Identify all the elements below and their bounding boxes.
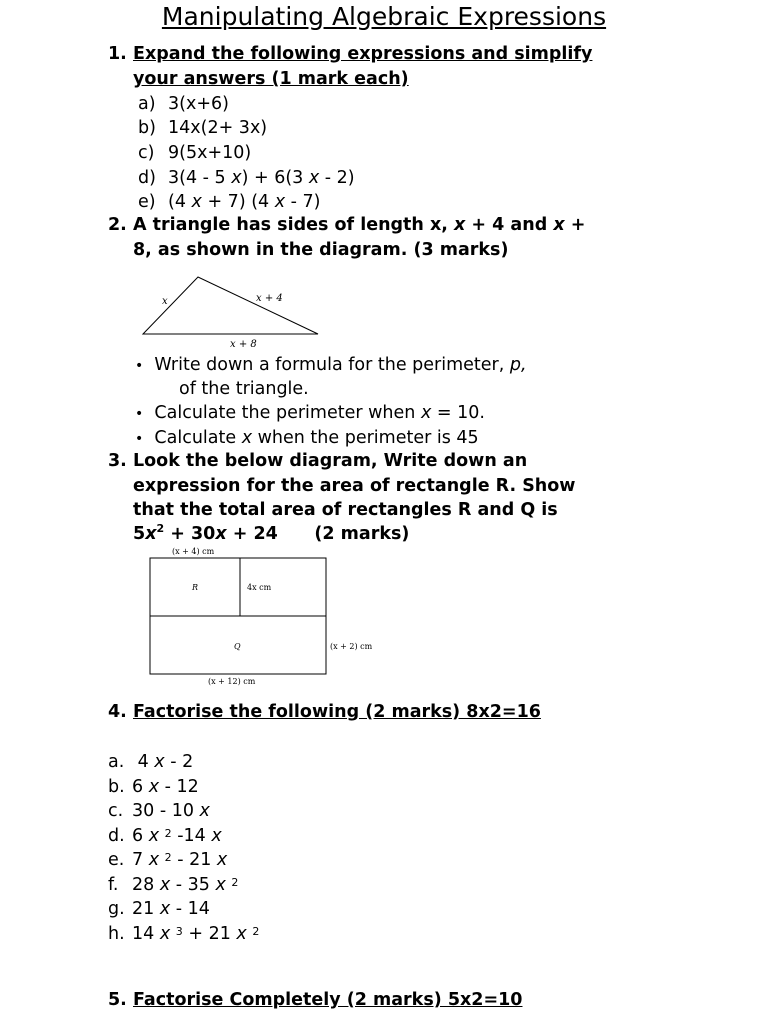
q1-item-text: 3(4 - 5 x) + 6(3 x - 2) — [168, 168, 355, 188]
triangle-side-x-plus-4: x + 4 — [256, 293, 283, 304]
rectangles-diagram — [140, 544, 390, 690]
q5-heading: Factorise Completely (2 marks) 5x2=10 — [133, 990, 523, 1010]
q1-item-label: a) — [138, 94, 156, 114]
q2-bullet-2: • Calculate the perimeter when x = 10. — [135, 403, 485, 423]
q4-item-e: e. 7 x $^2$ - 21 x — [108, 848, 227, 873]
triangle-shape — [143, 277, 318, 334]
q4-item-label: e. — [108, 850, 125, 870]
q1-heading-line2: your answers (1 mark each) — [133, 69, 409, 89]
q3-line1: Look the below diagram, Write down an — [133, 451, 528, 471]
q3-line3: that the total area of rectangles R and Q is — [133, 500, 558, 520]
label-rect-q: Q — [234, 642, 241, 651]
bullet-icon: • — [135, 406, 144, 422]
q1-item-text: 9(5x+10) — [168, 143, 252, 163]
q3-line2: expression for the area of rectangle R. Show — [133, 476, 576, 496]
q4-item-c: c. 30 - 10 x — [108, 799, 210, 824]
q5-number: 5. — [108, 990, 127, 1010]
q1-item-label: c) — [138, 143, 155, 163]
q3-line4: $5x^2 + 30x + 24$ (2 marks) — [133, 522, 410, 544]
q2-line1: A triangle has sides of length x, x + 4 and x + — [133, 215, 586, 235]
q1-heading-line1: Expand the following expressions and simplify — [133, 44, 593, 64]
page-title: Manipulating Algebraic Expressions — [161, 2, 607, 31]
q4-item-label: d. — [108, 826, 125, 846]
q4-item-d: d. 6 x $^2$ -14 x — [108, 824, 222, 849]
q4-item-b: b. 6 x - 12 — [108, 775, 199, 800]
q4-item-label: b. — [108, 777, 125, 797]
q4-item-label: f. — [108, 875, 119, 895]
q4-number: 4. — [108, 702, 127, 722]
label-x-plus-2: (x + 2) cm — [330, 642, 373, 651]
q1-item-a — [138, 92, 229, 117]
label-bottom: (x + 12) cm — [208, 677, 256, 686]
q4-item-label: g. — [108, 899, 125, 919]
q1-item-c — [138, 141, 251, 166]
q4-item-label: c. — [108, 801, 124, 821]
q1-item-d — [138, 166, 355, 191]
label-4x-cm: 4x cm — [247, 583, 272, 592]
q1-item-text: 14x(2+ 3x) — [168, 118, 268, 138]
bullet-icon: • — [135, 358, 144, 374]
q3-number: 3. — [108, 451, 127, 471]
label-top: (x + 4) cm — [172, 547, 215, 556]
bullet-icon: • — [135, 431, 144, 447]
q1-item-label: d) — [138, 168, 156, 188]
q1-number: 1. — [108, 44, 127, 64]
q4-item-g: g. 21 x - 14 — [108, 897, 210, 922]
q4-heading: Factorise the following (2 marks) 8x2=16 — [133, 702, 541, 722]
label-rect-r: R — [192, 583, 199, 592]
q4-item-a: a. 4 x - 2 — [108, 750, 193, 775]
q1-item-label: b) — [138, 118, 156, 138]
q4-item-f: f. 28 x - 35 x $^2$ — [108, 873, 238, 898]
q2-line2: 8, as shown in the diagram. (3 marks) — [133, 240, 509, 260]
q4-item-h: h. 14 x $^3$ + 21 x $^2$ — [108, 922, 259, 947]
q4-item-label: a. — [108, 752, 125, 772]
q1-item-b — [138, 116, 267, 141]
q1-item-text: 3(x+6) — [168, 94, 229, 114]
q4-item-label: h. — [108, 924, 125, 944]
q1-item-text: (4 x + 7) (4 x - 7) — [168, 192, 321, 212]
triangle-side-x: x — [162, 296, 168, 307]
triangle-diagram — [136, 270, 336, 352]
q1-item-e — [138, 190, 321, 215]
q1-item-label: e) — [138, 192, 156, 212]
q2-bullet-3: • Calculate x when the perimeter is 45 — [135, 428, 479, 448]
triangle-side-x-plus-8: x + 8 — [230, 339, 257, 350]
q2-bullet-1-cont: of the triangle. — [179, 379, 309, 399]
q2-number: 2. — [108, 215, 127, 235]
q2-bullet-1: • Write down a formula for the perimeter, p, — [135, 355, 527, 375]
